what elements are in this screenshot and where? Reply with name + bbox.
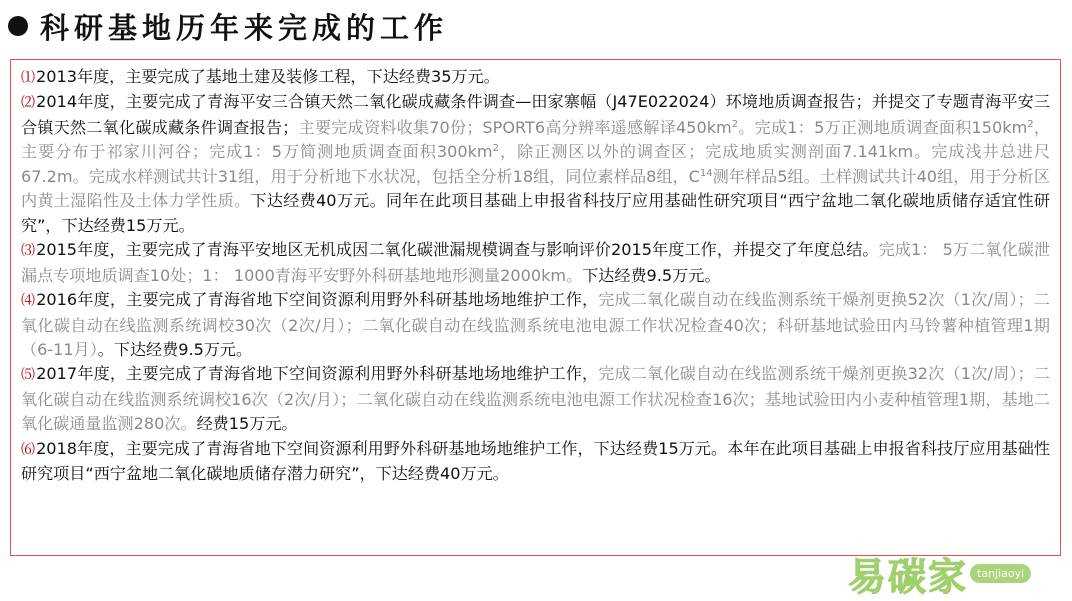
item-text: 2017年度，主要完成了青海省地下空间资源利用野外科研基地场地维护工作， [36, 364, 599, 384]
superscript: 14 [699, 167, 713, 179]
item-tail: 经费15万元。 [196, 414, 298, 434]
item-6 [21, 437, 1050, 487]
watermark-text: 易碳家 [848, 554, 969, 599]
superscript: 2 [731, 118, 739, 130]
item-text: 2015年度，主要完成了青海平安地区无机成因二氧化碳泄漏规模调查与影响评价2015年度工作，并提交了年度总结。 [36, 240, 879, 260]
item-number: ⑶ [21, 243, 36, 260]
title-row [8, 6, 448, 46]
item-2 [21, 90, 1050, 238]
item-number: ⑸ [21, 367, 36, 384]
superscript: 2 [492, 143, 499, 155]
watermark-logo [848, 548, 1064, 598]
item-tail: 下达经费9.5万元。 [582, 265, 721, 285]
item-number: ⑴ [21, 70, 35, 86]
item-text: 2016年度，主要完成了青海省地下空间资源利用野外科研基地场地维护工作， [36, 290, 599, 310]
item-detail: 完成二氧化碳自动在线监测系统干燥剂更换32次（1次/周）；二氧化碳自动在线监测系统调校16次（2次/月）；二氧化碳自动在线监测系统电池电源工作状况检查16次；基地试验田内小麦种植管理1期，基地二氧化碳通量监测280次。 [21, 364, 1050, 434]
content-box [10, 59, 1061, 556]
item-detail: 完成二氧化碳自动在线监测系统干燥剂更换52次（1次/周）；二氧化碳自动在线监测系统调校30次（2次/月）；二氧化碳自动在线监测系统电池电源工作状况检查40次；科研基地试验田内马铃薯种植管理1期（6-11月） [21, 290, 1050, 359]
item-detail: 完成1： 5万二氧化碳泄漏点专项地质调查10处；1： 1000青海平安野外科研基地地形测量2000km。 [21, 240, 1050, 285]
item-detail: ，除正测区以外的调查区；完成地质实测剖面7.141km。完成浅井总进尺67.2m。完成水样测试共计31组，用于分析地下水状况，包括全分析18组，同位素样品8组，C [21, 142, 1050, 186]
item-number: ⑷ [21, 293, 36, 310]
bullet-icon [8, 16, 28, 36]
item-text: 2018年度，主要完成了青海省地下空间资源利用野外科研基地场地维护工作，下达经费15万元。本年在此项目基础上申报省科技厅应用基础性研究项目“西宁盆地二氧化碳地质储存潜力研究”，下达经费40万元。 [21, 438, 1051, 484]
item-tail: 下达经费40万元。同年在此项目基础上申报省科技厅应用基础性研究项目“西宁盆地二氧化碳地质储存适宜性研究”，下达经费15万元。 [21, 191, 1050, 235]
item-detail: 。完成1：5万正测地质调查面积150km [738, 117, 1028, 137]
item-number: ⑹ [21, 441, 36, 458]
item-3 [21, 238, 1050, 288]
item-text: 2014年度，主要完成了青海平安三合镇天然二氧化碳成藏条件调查—田家寨幅（J47E022024）环境地质调查报告；并提交了专题青海平安三合镇天然二氧化碳成藏条件调查报告； [21, 92, 1051, 137]
item-number: ⑵ [21, 95, 36, 112]
superscript: 2 [1027, 118, 1034, 130]
item-detail: ，主要分布于祁家川河谷；完成1：5万简测地质调查面积300km [21, 117, 1050, 162]
item-text: 2013年度，主要完成了基地土建及装修工程，下达经费35万元。 [36, 67, 500, 86]
item-detail: 测年样品5组。土样测试共计40组，用于分析区内黄土湿陷性及土体力学性质。 [21, 166, 1050, 211]
watermark-badge: tanjiaoyi [970, 564, 1031, 583]
item-1 [21, 65, 1050, 90]
page-title: 科研基地历年来完成的工作 [40, 10, 449, 45]
item-detail: 主要完成资料收集70份；SPORT6高分辨率遥感解译450km [298, 117, 732, 137]
item-tail: 。下达经费9.5万元。 [97, 339, 253, 359]
item-4 [21, 288, 1050, 362]
item-5 [21, 362, 1050, 436]
